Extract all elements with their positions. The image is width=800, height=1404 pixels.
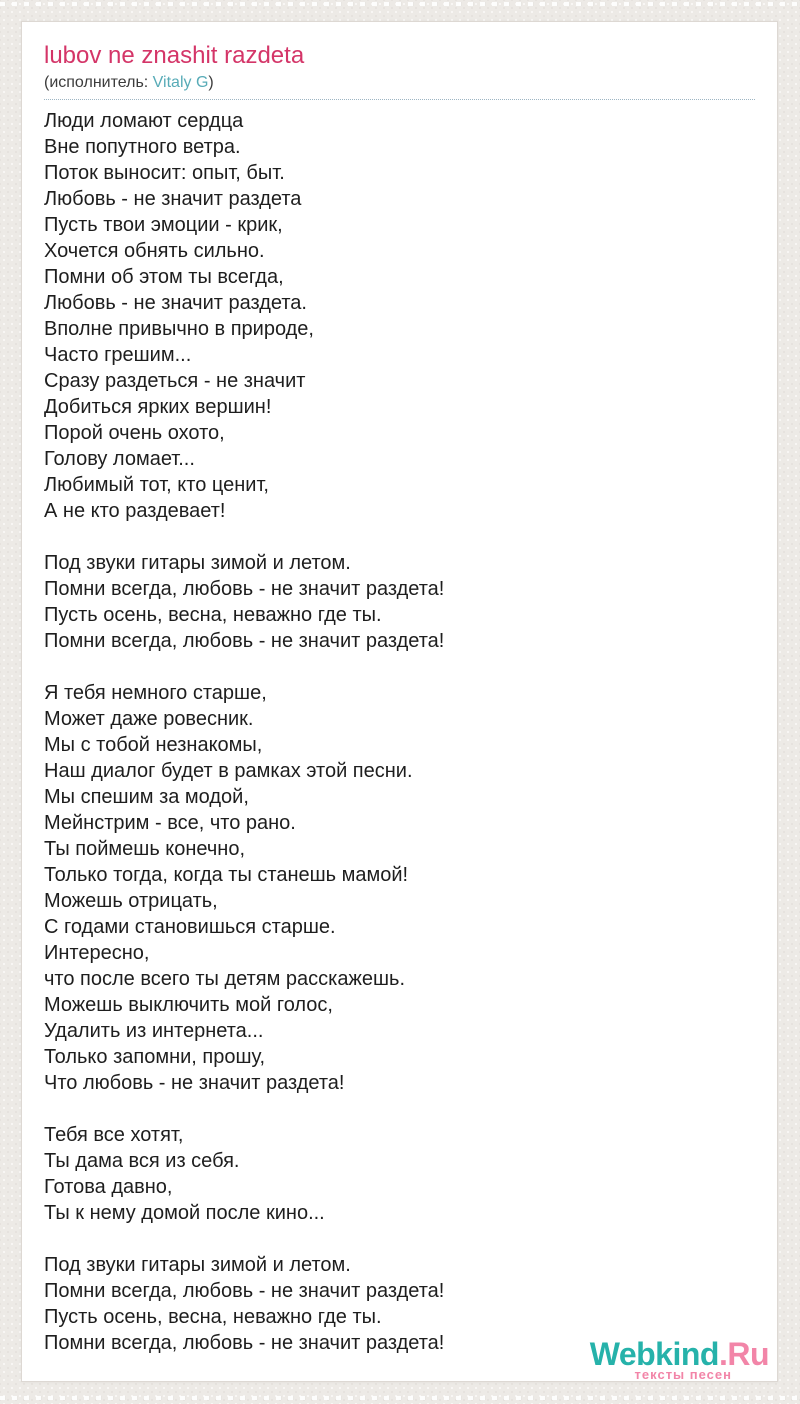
lyric-line: Порой очень охото, bbox=[44, 422, 225, 444]
lyric-line: Часто грешим... bbox=[44, 344, 192, 366]
stanza bbox=[44, 550, 755, 654]
lyric-line: Хочется обнять сильно. bbox=[44, 240, 265, 262]
lyric-line: Ты дама вся из себя. bbox=[44, 1150, 240, 1172]
lyric-line: Под звуки гитары зимой и летом. bbox=[44, 552, 351, 574]
lyric-line: Пусть твои эмоции - крик, bbox=[44, 214, 283, 236]
lyric-line: Удалить из интернета... bbox=[44, 1020, 264, 1042]
webkind-logo-ru: .Ru bbox=[718, 1336, 769, 1372]
lyric-line: Любимый тот, кто ценит, bbox=[44, 474, 269, 496]
artist-link[interactable]: Vitaly G bbox=[152, 74, 209, 91]
lyric-line: что после всего ты детям расскажешь. bbox=[44, 968, 405, 990]
song-title: lubov ne znashit razdeta bbox=[44, 42, 305, 69]
lyric-line: Ты к нему домой после кино... bbox=[44, 1202, 325, 1224]
webkind-logo-line bbox=[589, 1336, 769, 1372]
lyric-line: Только тогда, когда ты станешь мамой! bbox=[44, 864, 409, 886]
content-card bbox=[21, 21, 778, 1382]
lyric-line: Ты поймешь конечно, bbox=[44, 838, 246, 860]
lyric-line: Можешь отрицать, bbox=[44, 890, 218, 912]
lyric-line: Интересно, bbox=[44, 942, 150, 964]
stanza bbox=[44, 108, 755, 524]
texture-dots-bottom bbox=[0, 1396, 800, 1400]
lyric-line: А не кто раздевает! bbox=[44, 500, 226, 522]
lyric-line: Я тебя немного старше, bbox=[44, 682, 267, 704]
content-area bbox=[22, 22, 777, 1381]
texture-dots-top bbox=[0, 2, 800, 6]
lyric-line: Помни об этом ты всегда, bbox=[44, 266, 284, 288]
lyric-line: Мы с тобой незнакомы, bbox=[44, 734, 263, 756]
lyric-line: Готова давно, bbox=[44, 1176, 173, 1198]
lyric-line: Добиться ярких вершин! bbox=[44, 396, 272, 418]
lyric-line: Мейнстрим - все, что рано. bbox=[44, 812, 296, 834]
lyric-line: Любовь - не значит раздета bbox=[44, 188, 302, 210]
lyric-line: Помни всегда, любовь - не значит раздета! bbox=[44, 1280, 445, 1302]
webkind-tagline: тексты песен bbox=[634, 1367, 732, 1382]
artist-label: (исполнитель: bbox=[44, 74, 153, 91]
lyric-line: Поток выносит: опыт, быт. bbox=[44, 162, 285, 184]
lyric-line: Любовь - не значит раздета. bbox=[44, 292, 307, 314]
lyric-line: Сразу раздеться - не значит bbox=[44, 370, 306, 392]
artist-line bbox=[44, 73, 755, 93]
artist-closing-paren: ) bbox=[208, 74, 214, 91]
lyric-line: Вне попутного ветра. bbox=[44, 136, 241, 158]
lyric-line: Можешь выключить мой голос, bbox=[44, 994, 333, 1016]
lyric-line: Пусть осень, весна, неважно где ты. bbox=[44, 1306, 382, 1328]
webkind-logo[interactable] bbox=[589, 1336, 769, 1382]
lyric-line: Только запомни, прошу, bbox=[44, 1046, 266, 1068]
stanza bbox=[44, 1122, 755, 1226]
lyric-line: Тебя все хотят, bbox=[44, 1124, 184, 1146]
webkind-logo-text: Webkind bbox=[589, 1336, 719, 1372]
song-header bbox=[44, 42, 755, 100]
stanza bbox=[44, 680, 755, 1096]
lyric-line: Голову ломает... bbox=[44, 448, 195, 470]
lyric-line: Наш диалог будет в рамках этой песни. bbox=[44, 760, 413, 782]
lyric-line: Помни всегда, любовь - не значит раздета! bbox=[44, 630, 445, 652]
lyric-line: Вполне привычно в природе, bbox=[44, 318, 314, 340]
lyrics bbox=[44, 108, 755, 1356]
lyric-line: Может даже ровесник. bbox=[44, 708, 254, 730]
lyric-line: Что любовь - не значит раздета! bbox=[44, 1072, 345, 1094]
lyric-line: Помни всегда, любовь - не значит раздета! bbox=[44, 578, 445, 600]
lyric-line: Под звуки гитары зимой и летом. bbox=[44, 1254, 351, 1276]
lyric-line: Люди ломают сердца bbox=[44, 110, 244, 132]
lyric-line: Мы спешим за модой, bbox=[44, 786, 249, 808]
lyric-line: Пусть осень, весна, неважно где ты. bbox=[44, 604, 382, 626]
lyric-line: Помни всегда, любовь - не значит раздета! bbox=[44, 1332, 445, 1354]
lyric-line: С годами становишься старше. bbox=[44, 916, 336, 938]
